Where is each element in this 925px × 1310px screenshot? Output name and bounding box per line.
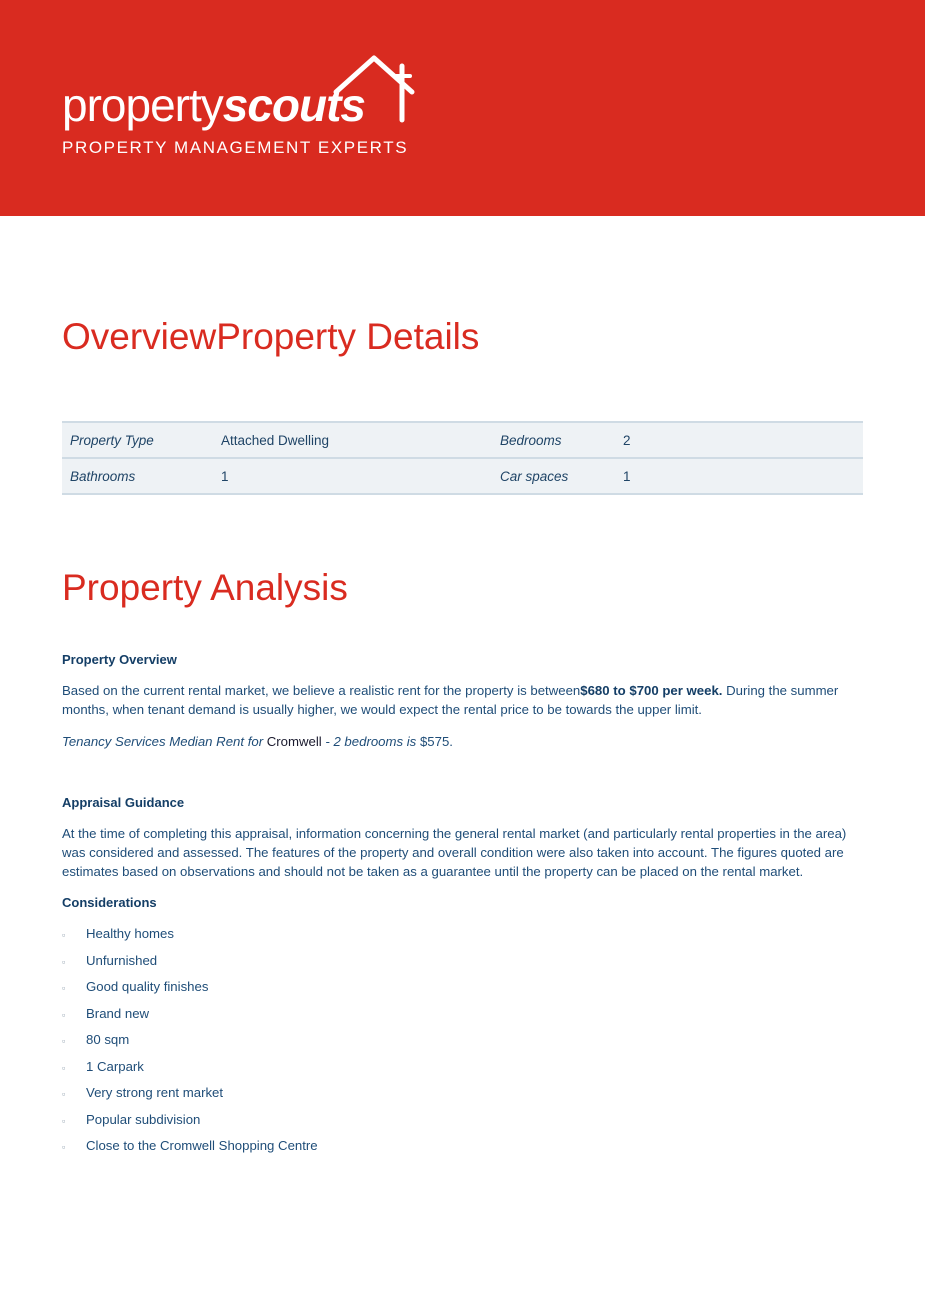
brand-bold: scouts: [222, 79, 366, 131]
list-item: [62, 951, 318, 978]
overview-title: OverviewProperty Details: [62, 316, 480, 357]
median-value: $575: [419, 734, 450, 749]
bullet-icon: ▫: [62, 930, 66, 940]
table-row: [62, 458, 863, 494]
consideration-text: Good quality finishes: [86, 979, 209, 994]
list-item: [62, 1057, 318, 1084]
analysis-title: Property Analysis: [62, 567, 348, 608]
rent-range: $680 to $700 per week.: [580, 683, 723, 698]
bullet-icon: ▫: [62, 983, 66, 993]
list-item: [62, 1136, 318, 1163]
property-details-table: [62, 421, 863, 495]
considerations-heading: Considerations: [62, 895, 157, 910]
median-end: .: [449, 734, 453, 749]
appraisal-guidance-heading: Appraisal Guidance: [62, 795, 185, 810]
detail-label: Bathrooms: [62, 458, 213, 494]
consideration-text: 80 sqm: [86, 1032, 130, 1047]
considerations-list: [62, 924, 318, 1163]
list-item: [62, 1083, 318, 1110]
detail-value: Attached Dwelling: [213, 422, 492, 458]
bullet-icon: ▫: [62, 1115, 66, 1126]
consideration-text: Popular subdivision: [86, 1111, 201, 1127]
list-item: [62, 1110, 318, 1137]
property-overview-heading: Property Overview: [62, 652, 177, 667]
detail-label: Property Type: [62, 422, 213, 458]
consideration-text: Unfurnished: [86, 952, 158, 968]
detail-value: 1: [213, 458, 492, 494]
bullet-icon: ▫: [62, 1009, 66, 1020]
consideration-text: Brand new: [86, 1005, 150, 1021]
brand-tagline: PROPERTY MANAGEMENT EXPERTS: [62, 138, 409, 157]
brand-wordmark: [62, 80, 365, 130]
brand-light: property: [62, 79, 223, 131]
property-scouts-logo: [62, 52, 422, 132]
rent-estimate-paragraph: [62, 681, 862, 719]
bullet-icon: ▫: [62, 1062, 66, 1073]
rent-text-after: During the summer months, when tenant demand is usually higher, we would expect the rental price to be towards the upper limit.: [62, 683, 839, 717]
bullet-icon: ▫: [62, 1142, 66, 1152]
bullet-icon: ▫: [62, 956, 66, 967]
bullet-icon: ▫: [62, 1036, 66, 1046]
consideration-text: Very strong rent market: [86, 1085, 224, 1100]
header-banner: [0, 0, 925, 216]
bullet-icon: ▫: [62, 1089, 66, 1099]
table-row: [62, 422, 863, 458]
consideration-text: Healthy homes: [86, 926, 174, 941]
detail-value: 2: [615, 422, 863, 458]
list-item: [62, 977, 318, 1004]
list-item: [62, 924, 318, 951]
consideration-text: Close to the Cromwell Shopping Centre: [86, 1138, 318, 1153]
detail-label: Bedrooms: [492, 422, 615, 458]
consideration-text: 1 Carpark: [86, 1058, 144, 1074]
list-item: [62, 1004, 318, 1031]
median-suburb: Cromwell: [266, 734, 322, 749]
median-rent-line: [62, 732, 862, 751]
median-mid: - 2 bedrooms is: [321, 734, 420, 749]
list-item: [62, 1030, 318, 1057]
appraisal-guidance-text: At the time of completing this appraisal, information concerning the general rental market (and particularly rental properties in the area) was considered and assessed. The features of the property and overall condition were also taken into account. The figures quoted are estimates based on observations and should not be taken as a guarantee until the property can be placed on the rental market.: [62, 826, 847, 879]
detail-value: 1: [615, 458, 863, 494]
rent-text-before: Based on the current rental market, we believe a realistic rent for the property is between: [62, 683, 581, 698]
median-prefix: Tenancy Services Median Rent for: [62, 734, 267, 749]
detail-label: Car spaces: [492, 458, 615, 494]
